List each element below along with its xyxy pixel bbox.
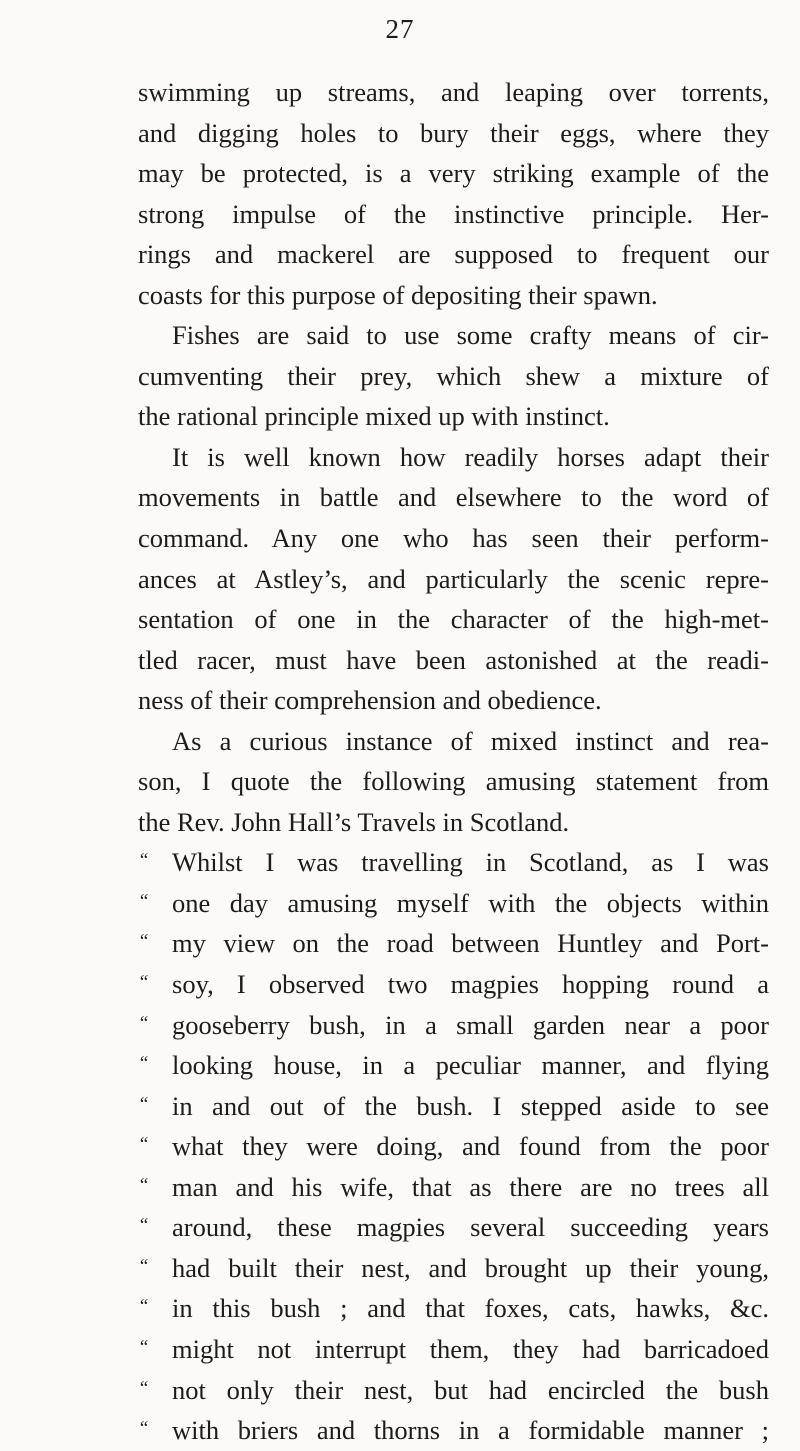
line-text: the Rev. John Hall’s Travels in Scotland. xyxy=(138,806,570,837)
line-text: Whilst I was travelling in Scotland, as I was xyxy=(172,847,769,878)
line-text: may be protected, is a very striking example of the xyxy=(138,158,769,189)
line-text: rings and mackerel are supposed to frequent our xyxy=(138,239,769,270)
quote-mark: “ xyxy=(138,1296,149,1318)
line-text: around, these magpies several succeeding years xyxy=(172,1212,769,1243)
text-line xyxy=(138,1126,769,1167)
quote-mark: “ xyxy=(138,1377,149,1399)
text-line xyxy=(138,964,769,1005)
line-text: coasts for this purpose of depositing their spawn. xyxy=(138,279,658,310)
text-line xyxy=(138,1329,769,1370)
text-line xyxy=(138,680,769,721)
quote-mark: “ xyxy=(138,1134,149,1156)
line-text: not only their nest, but had encircled the bush xyxy=(172,1374,769,1405)
line-text: It is well known how readily horses adapt their xyxy=(172,441,769,472)
line-text: swimming up streams, and leaping over torrents, xyxy=(138,77,769,107)
text-line xyxy=(138,802,769,843)
quote-mark: “ xyxy=(138,1093,149,1115)
line-text: looking house, in a peculiar manner, and flying xyxy=(172,1050,769,1081)
line-text: As a curious instance of mixed instinct and rea- xyxy=(172,725,769,756)
text-line xyxy=(138,640,769,681)
quote-mark: “ xyxy=(138,890,149,912)
line-text: and digging holes to bury their eggs, where they xyxy=(138,117,769,148)
line-text: the rational principle mixed up with instinct. xyxy=(138,401,610,432)
text-line xyxy=(138,396,769,437)
line-text: soy, I observed two magpies hopping round a xyxy=(172,969,769,1000)
quote-mark: “ xyxy=(138,931,149,953)
text-line xyxy=(138,1045,769,1086)
text-line xyxy=(138,72,769,113)
text-line xyxy=(138,315,769,356)
line-text: ances at Astley’s, and particularly the scenic repre- xyxy=(138,563,769,594)
text-line xyxy=(138,599,769,640)
text-line xyxy=(138,234,769,275)
line-text: son, I quote the following amusing statement from xyxy=(138,766,769,797)
text-line xyxy=(138,721,769,762)
line-text: with briers and thorns in a formidable manner ; xyxy=(172,1415,769,1446)
quote-mark: “ xyxy=(138,1053,149,1075)
line-text: gooseberry bush, in a small garden near a poor xyxy=(172,1009,769,1040)
text-line xyxy=(138,477,769,518)
line-text: strong impulse of the instinctive principle. Her- xyxy=(138,198,769,229)
line-text: one day amusing myself with the objects within xyxy=(172,887,769,918)
line-text: tled racer, must have been astonished at the readi- xyxy=(138,644,769,675)
quote-mark: “ xyxy=(138,972,149,994)
line-text: might not interrupt them, they had barricadoed xyxy=(172,1333,769,1364)
text-line xyxy=(138,1288,769,1329)
text-line xyxy=(138,113,769,154)
quote-mark: “ xyxy=(138,1012,149,1034)
text-line xyxy=(138,559,769,600)
text-line xyxy=(138,1410,769,1451)
text-line xyxy=(138,1207,769,1248)
text-line xyxy=(138,923,769,964)
line-text: had built their nest, and brought up their young, xyxy=(172,1252,769,1283)
line-text: in this bush ; and that foxes, cats, hawks, &c. xyxy=(172,1293,769,1324)
line-text: in and out of the bush. I stepped aside to see xyxy=(172,1090,769,1121)
text-line xyxy=(138,761,769,802)
line-text: Fishes are said to use some crafty means of cir- xyxy=(172,320,769,351)
line-text: what they were doing, and found from the poor xyxy=(172,1131,769,1162)
text-line xyxy=(138,1248,769,1289)
text-line xyxy=(138,153,769,194)
line-text: man and his wife, that as there are no trees all xyxy=(172,1171,769,1202)
line-text: command. Any one who has seen their perform- xyxy=(138,523,769,554)
text-line xyxy=(138,1370,769,1411)
text-line xyxy=(138,356,769,397)
text-line xyxy=(138,194,769,235)
line-text: cumventing their prey, which shew a mixture of xyxy=(138,360,769,391)
line-text: my view on the road between Huntley and Port- xyxy=(172,928,769,959)
line-text: ness of their comprehension and obedience. xyxy=(138,685,602,716)
text-line xyxy=(138,883,769,924)
quote-mark: “ xyxy=(138,1336,149,1358)
text-line xyxy=(138,1086,769,1127)
text-line xyxy=(138,437,769,478)
line-text: sentation of one in the character of the high-met- xyxy=(138,604,769,635)
text-line xyxy=(138,1167,769,1208)
text-line xyxy=(138,518,769,559)
quote-mark: “ xyxy=(138,1255,149,1277)
quote-mark: “ xyxy=(138,1174,149,1196)
text-line xyxy=(138,275,769,316)
line-text: movements in battle and elsewhere to the word of xyxy=(138,482,769,513)
quote-mark: “ xyxy=(138,1418,149,1440)
quote-mark: “ xyxy=(138,850,149,872)
page-number: 27 xyxy=(385,14,415,44)
body-text xyxy=(138,72,769,1451)
text-line xyxy=(138,1005,769,1046)
quote-mark: “ xyxy=(138,1215,149,1237)
text-line xyxy=(138,842,769,883)
